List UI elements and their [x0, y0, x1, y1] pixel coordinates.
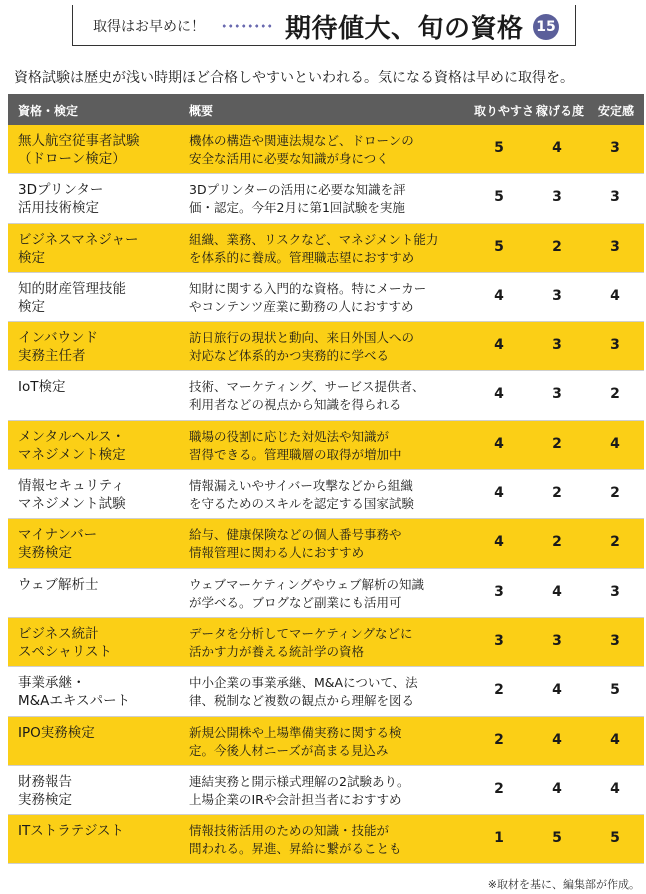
qualification-name: 財務報告 実務検定 — [18, 773, 72, 808]
table-row — [8, 717, 644, 766]
earning-score: 2 — [552, 534, 562, 551]
table-row — [8, 815, 644, 864]
title-box — [72, 5, 576, 46]
qualification-name: 事業承継・ M&Aエキスパート — [18, 675, 131, 710]
ease-score: 4 — [494, 287, 504, 304]
qualification-name: マイナンバー 実務検定 — [18, 527, 98, 562]
stability-score: 3 — [610, 632, 620, 649]
qualification-name: インバウンド 実務主任者 — [18, 330, 99, 365]
earning-score: 5 — [552, 830, 562, 847]
stability-score: 2 — [610, 534, 620, 551]
ease-score: 4 — [494, 337, 504, 354]
stability-score: 3 — [610, 238, 620, 255]
table-row — [8, 667, 644, 716]
qualification-summary: 職場の役割に応じた対処法や知識が 習得できる。管理職層の取得が増加中 — [189, 428, 402, 462]
header-name: 資格・検定 — [18, 104, 79, 118]
header-desc: 概要 — [189, 104, 214, 118]
ease-score: 1 — [494, 830, 504, 847]
header-stable: 安定感 — [598, 104, 635, 118]
stability-score: 3 — [610, 337, 620, 354]
qualification-summary: 組織、業務、リスクなど、マネジメント能力 を体系的に養成。管理職志望におすすめ — [189, 231, 439, 265]
earning-score: 4 — [552, 780, 562, 797]
qualification-summary: 連結実務と開示様式理解の2試験あり。 上場企業のIRや会計担当者におすすめ — [189, 773, 410, 807]
earning-score: 2 — [552, 238, 562, 255]
qualification-summary: 中小企業の事業承継、M&Aについて、法 律、税制など複数の観点から理解を図る — [189, 675, 418, 709]
header-ease: 取りやすさ — [474, 104, 535, 118]
qualification-summary: 訪日旅行の現状と動向、来日外国人への 対応など体系的かつ実務的に学べる — [189, 330, 415, 364]
table-row — [8, 421, 644, 470]
ease-score: 2 — [494, 731, 504, 748]
dotted-divider — [221, 24, 273, 28]
stability-score: 5 — [610, 682, 620, 699]
qualification-name: 3Dプリンター 活用技術検定 — [18, 182, 104, 217]
table-row — [8, 519, 644, 568]
earning-score: 4 — [552, 682, 562, 699]
number-badge: 15 — [533, 14, 559, 40]
earning-score: 3 — [552, 287, 562, 304]
earning-score: 4 — [552, 140, 562, 156]
stability-score: 2 — [610, 386, 620, 403]
stability-score: 4 — [610, 287, 620, 304]
earning-score: 3 — [552, 386, 562, 403]
qualification-summary: 3Dプリンターの活用に必要な知識を評 価・認定。今年2月に第1回試験を実施 — [189, 182, 406, 216]
qualification-summary: 機体の構造や関連法規など、ドローンの 安全な活用に必要な知識が身につく — [189, 133, 414, 166]
ease-score: 5 — [494, 140, 504, 156]
stability-score: 3 — [610, 140, 620, 156]
table-row — [8, 322, 644, 371]
earning-score: 4 — [552, 731, 562, 748]
qualification-name: メンタルヘルス・ マネジメント検定 — [18, 428, 126, 463]
stability-score: 4 — [610, 731, 620, 748]
lead-text: 資格試験は歴史が浅い時期ほど合格しやすいといわれる。気になる資格は早めに取得を。 — [14, 70, 574, 86]
stability-score: 3 — [610, 583, 620, 600]
earning-score: 4 — [552, 583, 562, 600]
table-header — [8, 94, 644, 125]
stability-score: 4 — [610, 780, 620, 797]
ease-score: 5 — [494, 189, 504, 206]
stability-score: 2 — [610, 485, 620, 502]
earning-score: 3 — [552, 632, 562, 649]
qualification-summary: 給与、健康保険などの個人番号事務や 情報管理に関わる人におすすめ — [189, 527, 402, 561]
stability-score: 4 — [610, 435, 620, 452]
qualification-summary: データを分析してマーケティングなどに 活かす力が養える統計学の資格 — [189, 625, 413, 659]
qualification-name: IPO実務検定 — [18, 724, 95, 741]
ease-score: 4 — [494, 485, 504, 502]
qualification-summary: 情報技術活用のための知識・技能が 問われる。昇進、昇給に繋がることも — [189, 823, 402, 857]
qualification-name: ITストラテジスト — [18, 823, 125, 840]
earning-score: 3 — [552, 337, 562, 354]
qualification-summary: 知財に関する入門的な資格。特にメーカー やコンテンツ産業に勤務の人におすすめ — [189, 280, 427, 314]
stability-score: 3 — [610, 189, 620, 206]
title-subtitle: 取得はお早めに！ — [93, 19, 205, 35]
table-body — [8, 125, 644, 864]
table-row — [8, 618, 644, 667]
table-row — [8, 470, 644, 519]
qualification-name: 知的財産管理技能 検定 — [18, 280, 126, 315]
stability-score: 5 — [610, 830, 620, 847]
table-row — [8, 569, 644, 618]
qualification-name: ウェブ解析士 — [18, 576, 99, 593]
qualification-summary: 情報漏えいやサイバー攻撃などから組織 を守るためのスキルを認定する国家試験 — [189, 478, 414, 512]
qualification-name: 情報セキュリティ マネジメント試験 — [18, 478, 126, 513]
ease-score: 5 — [494, 238, 504, 255]
page-title: 期待値大、旬の資格 — [285, 14, 524, 44]
ease-score: 4 — [494, 534, 504, 551]
table-row — [8, 273, 644, 322]
qualification-summary: 新規公開株や上場準備実務に関する検 定。今後人材ニーズが高まる見込み — [189, 724, 402, 758]
qualification-name: 無人航空従事者試験 （ドローン検定） — [18, 133, 140, 167]
qualification-summary: 技術、マーケティング、サービス提供者、 利用者などの視点から知識を得られる — [189, 379, 425, 413]
qualification-name: IoT検定 — [18, 379, 66, 396]
qualification-name: ビジネスマネジャー 検定 — [18, 231, 139, 266]
table-row — [8, 174, 644, 223]
footnote: ※取材を基に、編集部が作成。 — [487, 878, 640, 891]
qualification-table — [8, 94, 644, 864]
qualification-summary: ウェブマーケティングやウェブ解析の知識 が学べる。ブログなど副業にも活用可 — [189, 576, 425, 610]
table-row — [8, 224, 644, 273]
earning-score: 3 — [552, 189, 562, 206]
table-row — [8, 766, 644, 815]
ease-score: 4 — [494, 435, 504, 452]
ease-score: 3 — [494, 583, 504, 600]
earning-score: 2 — [552, 435, 562, 452]
table-row — [8, 371, 644, 420]
table-row — [8, 125, 644, 174]
ease-score: 3 — [494, 632, 504, 649]
header-earn: 稼げる度 — [536, 104, 585, 118]
ease-score: 4 — [494, 386, 504, 403]
ease-score: 2 — [494, 682, 504, 699]
qualification-name: ビジネス統計 スペシャリスト — [18, 625, 112, 660]
earning-score: 2 — [552, 485, 562, 502]
ease-score: 2 — [494, 780, 504, 797]
